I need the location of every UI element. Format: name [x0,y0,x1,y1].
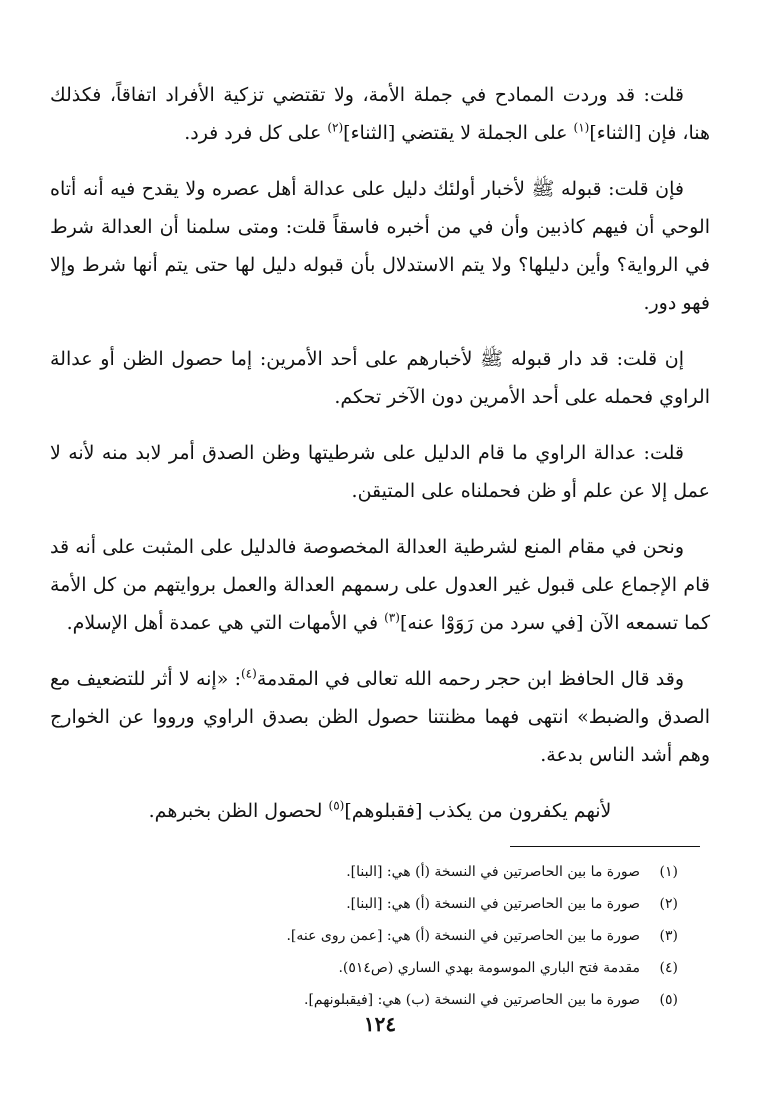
paragraph-text: قلت: عدالة الراوي ما قام الدليل على شرطيتها وظن الصدق أمر لابد منه لأنه لا عمل إلا عن علم أو ظن فحملناه على المتيقن. [50,442,710,502]
footnotes [118,856,678,1016]
paragraph [50,528,710,642]
paragraph [50,170,710,322]
paragraph-text: في الأمهات التي هي عمدة أهل الإسلام. [66,612,385,634]
footnote-text: صورة ما بين الحاصرتين في النسخة (ب) هي: [فيقبلونهم]. [304,992,640,1008]
paragraph [50,660,710,774]
footnote-number: (٥) [659,992,678,1008]
footnote-reference: (٢) [327,120,344,135]
paragraph [50,340,710,416]
footnote-text: مقدمة فتح الباري الموسومة بهدي الساري (ص٥١٤). [338,960,640,976]
paragraph [50,792,710,830]
paragraph-text: إن قلت: قد دار قبوله ﷺ لأخبارهم على أحد الأمرين: إما حصول الظن أو عدالة الراوي فحمله على أحد الأمرين دون الآخر تحكم. [50,348,710,408]
footnote-reference: (٣) [384,610,400,625]
main-text [50,76,710,830]
paragraph-text: : «إنه لا أثر للتضعيف مع الصدق والضبط» انتهى فهما مظنتنا حصول الظن بصدق الراوي ورووا عن الخوارج وهم أشد الناس بدعة. [50,668,710,766]
footnote [118,856,678,888]
footnote-number: (١) [659,864,678,880]
footnote-reference: (٤) [240,666,257,681]
paragraph-text: لحصول الظن بخبرهم. [148,800,329,822]
footnote-divider [510,846,700,847]
footnote-reference: (١) [573,120,590,135]
footnote-text: صورة ما بين الحاصرتين في النسخة (أ) هي: [البنا]. [346,896,640,912]
paragraph-text: ونحن في مقام المنع لشرطية العدالة المخصوصة فالدليل على المثبت على أنه قد قام الإجماع على قبول غير العدول على رسمهم العدالة والعمل بروايتهم من كل الأمة كما تسمعه الآن [في سرد من رَوَوْا عنه] [50,536,710,634]
paragraph-text: وقد قال الحافظ ابن حجر رحمه الله تعالى في المقدمة [256,668,684,690]
footnote [118,888,678,920]
footnote-number: (٢) [659,896,678,912]
paragraph [50,434,710,510]
footnote-reference: (٥) [328,798,345,813]
footnote-number: (٤) [659,960,678,976]
footnote-text: صورة ما بين الحاصرتين في النسخة (أ) هي: [عمن روى عنه]. [286,928,640,944]
paragraph-text: قلت: قد وردت الممادح في جملة الأمة، ولا تقتضي تزكية الأفراد اتفاقاً، فكذلك هنا، فإن [الثناء] [50,84,710,144]
paragraph-text: فإن قلت: قبوله ﷺ لأخبار أولئك دليل على عدالة أهل عصره ولا يقدح فيه أنه أتاه الوحي أن فيهم كاذبين وأن في من أخبره فاسقاً قلت: ومتى سلمنا أن العدالة شرط في الرواية؟ وأين دليلها؟ ولا يتم الاستدلال بأن قبوله دليل لها حتى يتم أنها شرط وإلا فهو دور. [50,178,710,314]
page-number: ١٢٤ [363,1012,397,1036]
paragraph-text: لأنهم يكفرون من يكذب [فقبلوهم] [344,800,612,822]
paragraph-text: على الجملة لا يقتضي [الثناء] [343,122,574,144]
footnote [118,952,678,984]
paragraph-text: على كل فرد فرد. [184,122,328,144]
footnote [118,920,678,952]
footnote-number: (٣) [659,928,678,944]
paragraph [50,76,710,152]
footnote-text: صورة ما بين الحاصرتين في النسخة (أ) هي: [البنا]. [346,864,640,880]
